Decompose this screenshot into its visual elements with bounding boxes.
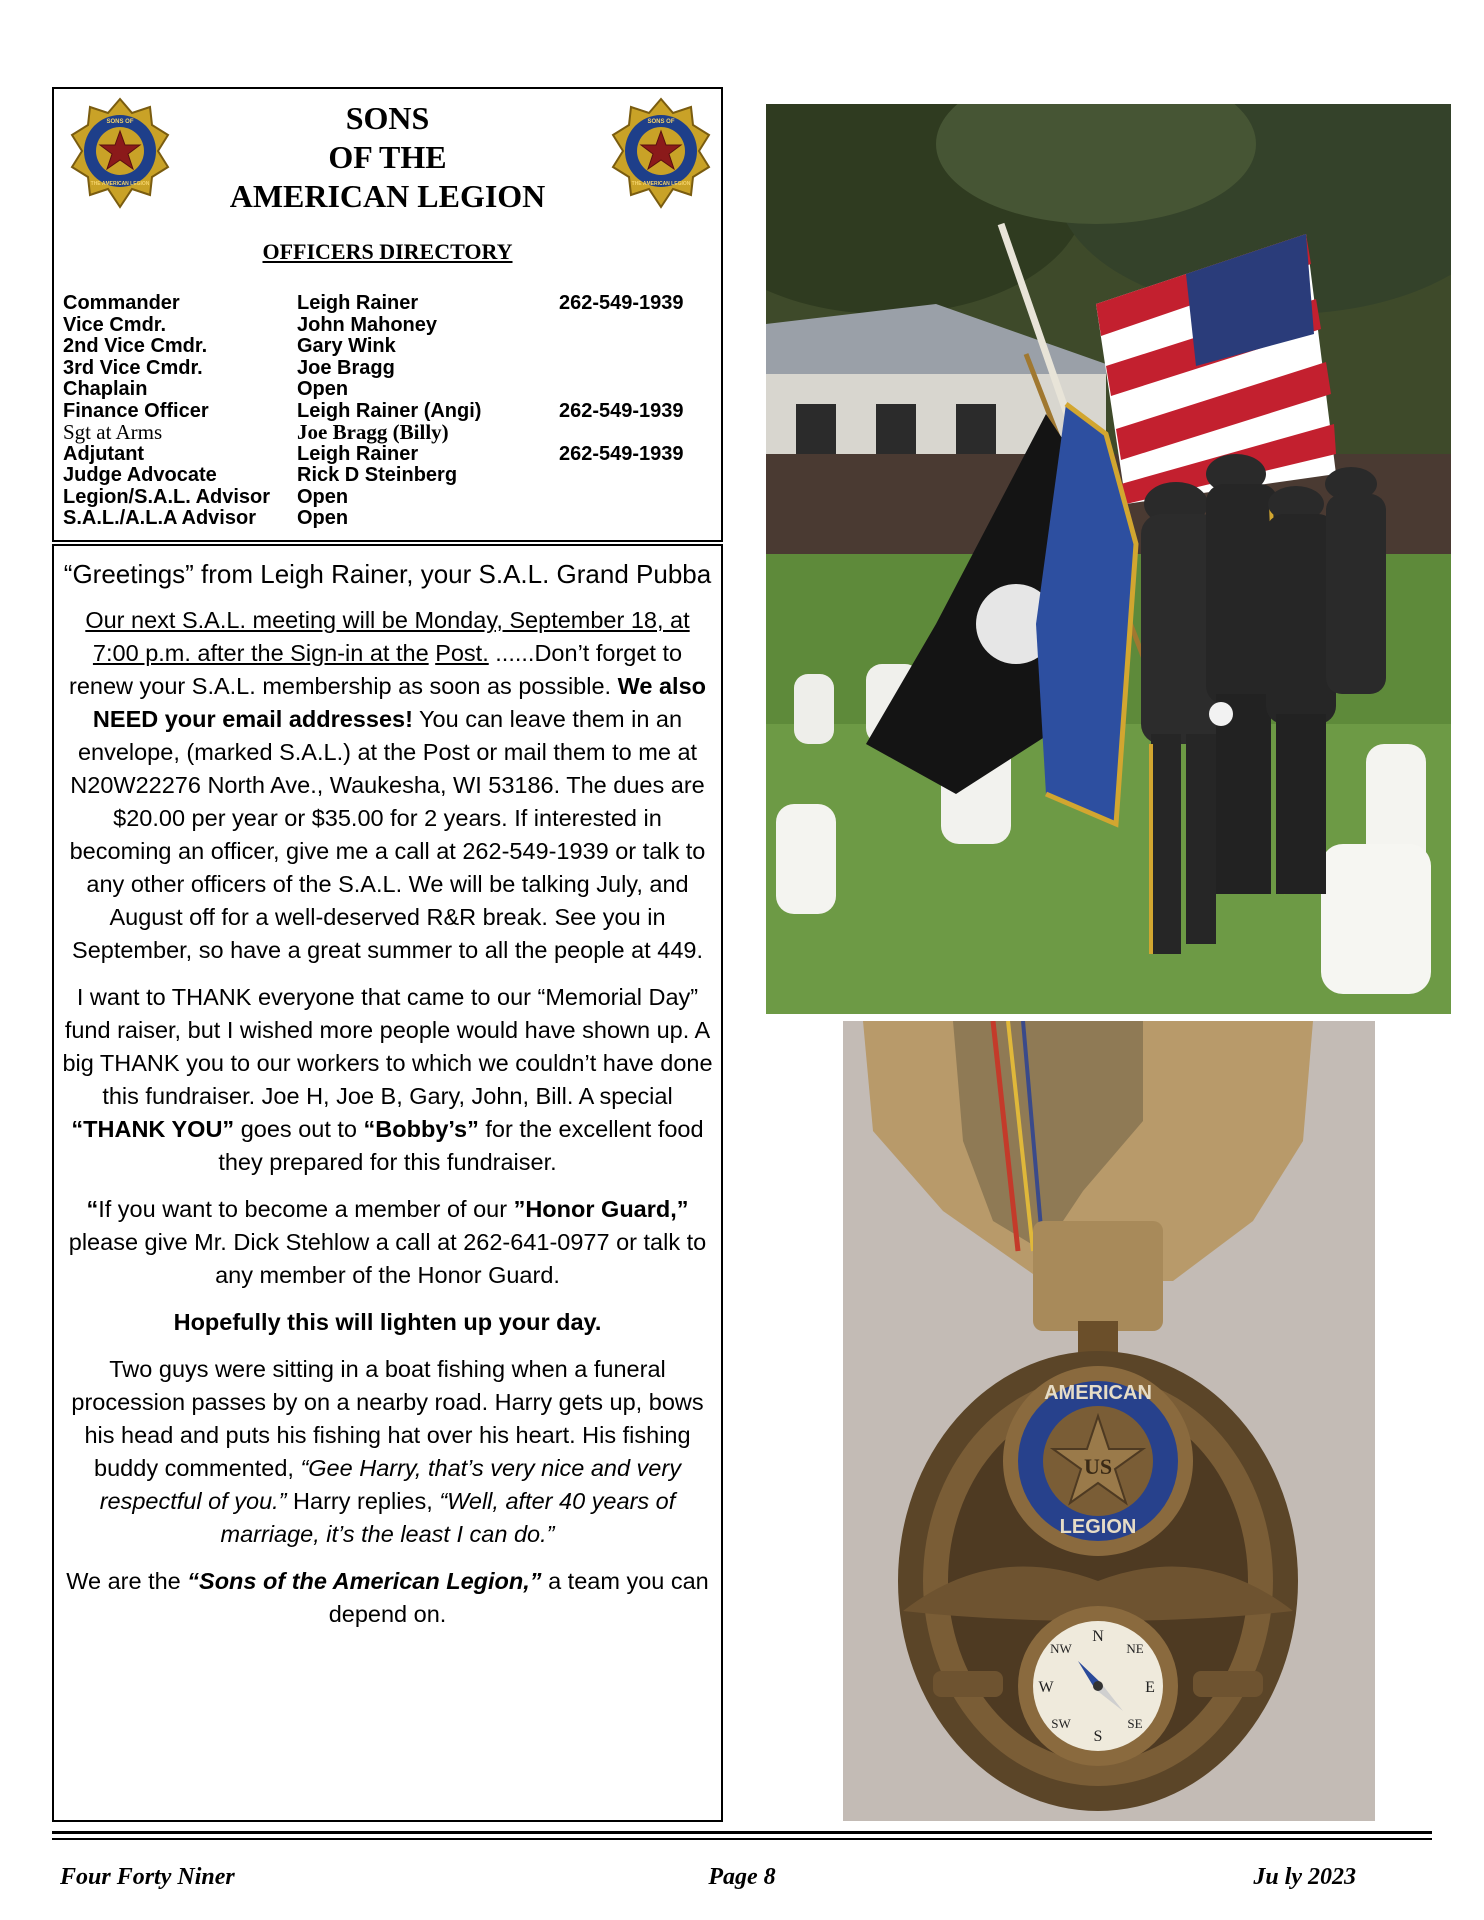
paragraph-text: for the excellent food they prepared for this fundraiser.	[218, 1116, 704, 1175]
newsletter-name: Four Forty Niner	[60, 1864, 235, 1890]
officer-name: Open	[297, 507, 349, 529]
officer-phone: 262-549-1939	[559, 292, 684, 314]
issue-date: Ju ly 2023	[1253, 1864, 1356, 1890]
officer-phone: 262-549-1939	[559, 399, 684, 422]
officer-name: Open	[297, 378, 349, 400]
honor-guard-paragraph	[62, 1193, 713, 1292]
officer-name: Gary Wink	[297, 335, 396, 357]
officer-title: Chaplain	[63, 378, 148, 400]
joke-punchline: “Well, after 40 years of marriage, it’s the least I can do.”	[220, 1488, 676, 1547]
svg-text:AMERICAN: AMERICAN	[1044, 1382, 1152, 1404]
greetings-article-box	[52, 544, 723, 1822]
svg-text:NE: NE	[1126, 1641, 1144, 1656]
officer-row	[63, 422, 713, 444]
svg-text:W: W	[1038, 1679, 1054, 1696]
paragraph-text: ......Don’t forget to renew your S.A.L. membership as soon as possible.	[69, 640, 683, 699]
color-guard-photo	[766, 104, 1451, 1014]
paragraph-text: please give Mr. Dick Stehlow a call at 262-641-0977 or talk to any member of the Honor Guard.	[68, 1229, 707, 1288]
officer-row	[63, 358, 713, 380]
american-legion-medal-photo	[843, 1021, 1375, 1821]
officer-row	[63, 465, 713, 487]
officer-name: John Mahoney	[297, 313, 438, 336]
paragraph-text: You can leave them in an envelope, (marked S.A.L.) at the Post or mail them to me at N20W22276 North Ave., Waukesha, WI 53186. The dues are $20.00 per year or $35.00 for 2 years. If interested in becoming an officer, give me a call at 262-549-1939 or talk to any other officers of the S.A.L. We will be talking July, and August off for a well-deserved R&R break. See you in September, so have a great summer to all the people at 449.	[69, 706, 706, 963]
officers-directory-box	[52, 87, 723, 542]
meeting-announcement: Our next S.A.L. meeting will be Monday, September 18, at 7:00 p.m. after the Sign-in at the	[85, 607, 690, 666]
officers-list	[63, 293, 713, 530]
paragraph-text: goes out to	[234, 1116, 364, 1142]
officer-row	[63, 293, 713, 315]
joke-paragraph	[62, 1353, 713, 1551]
joke-intro: Hopefully this will lighten up your day.	[173, 1309, 602, 1335]
officer-title: Sgt at Arms	[63, 420, 163, 444]
svg-text:THE AMERICAN LEGION: THE AMERICAN LEGION	[631, 181, 691, 187]
officers-directory-title: OFFICERS DIRECTORY	[262, 239, 513, 264]
officer-name: Joe Bragg (Billy)	[297, 420, 449, 444]
officer-title: Judge Advocate	[63, 464, 217, 486]
sal-emphasis: “Sons of the American Legion,”	[187, 1568, 542, 1594]
officer-row	[63, 508, 713, 530]
paragraph-text: I want to THANK everyone that came to our “Memorial Day” fund raiser, but I wished more people would have shown up. A big THANK you to our workers to which we couldn’t have done this fundraiser. Joe H, Joe B, Gary, John, Bill. A special	[62, 984, 713, 1109]
svg-text:LEGION: LEGION	[1059, 1516, 1137, 1538]
officer-row	[63, 379, 713, 401]
honor-guard-emphasis: ”Honor Guard,”	[513, 1196, 689, 1222]
post-text: Post.	[435, 640, 489, 666]
quote-mark: “	[86, 1196, 99, 1222]
greetings-article	[62, 556, 713, 1645]
officer-title: Commander	[63, 292, 180, 314]
sal-heading	[54, 99, 721, 216]
officer-title: Legion/S.A.L. Advisor	[63, 485, 271, 508]
paragraph-text: a team you can depend on.	[328, 1568, 709, 1627]
officer-title: S.A.L./A.L.A Advisor	[63, 507, 256, 529]
officer-title: Adjutant	[63, 442, 145, 465]
paragraph-text: Two guys were sitting in a boat fishing when a funeral procession passes by on a nearby road. Harry gets up, bows his head and puts his fishing hat over his heart. His fishing buddy commented,	[71, 1356, 704, 1481]
heading-line: SONS	[345, 100, 430, 136]
greetings-title: “Greetings” from Leigh Rainer, your S.A.L. Grand Pubba	[63, 559, 712, 589]
officer-name: Leigh Rainer	[297, 442, 419, 465]
footer-rule	[52, 1838, 1432, 1840]
footer-rule	[52, 1831, 1432, 1834]
heading-line: AMERICAN LEGION	[229, 178, 546, 214]
officer-name: Joe Bragg	[297, 356, 395, 379]
svg-text:SONS OF: SONS OF	[106, 119, 134, 125]
officer-row	[63, 444, 713, 466]
officer-title: 3rd Vice Cmdr.	[63, 356, 203, 379]
joke-quote: “Gee Harry, that’s very nice and very respectful of you.”	[99, 1455, 681, 1514]
paragraph-text: We are the	[66, 1568, 188, 1594]
officer-title: Vice Cmdr.	[63, 313, 167, 336]
officer-name: Open	[297, 485, 349, 508]
heading-line: OF THE	[328, 139, 447, 175]
svg-text:SONS OF: SONS OF	[647, 119, 675, 125]
page-number: Page 8	[708, 1864, 776, 1890]
officer-title: Finance Officer	[63, 399, 209, 422]
svg-text:S: S	[1093, 1728, 1103, 1745]
svg-text:SW: SW	[1051, 1716, 1071, 1731]
officer-title: 2nd Vice Cmdr.	[63, 335, 208, 357]
svg-text:THE AMERICAN LEGION: THE AMERICAN LEGION	[90, 181, 150, 187]
closing-paragraph	[62, 1565, 713, 1631]
officer-name: Leigh Rainer	[297, 292, 419, 314]
paragraph-text: If you want to become a member of our	[98, 1196, 514, 1222]
bobbys-emphasis: “Bobby’s”	[363, 1116, 479, 1142]
officer-row	[63, 336, 713, 358]
officer-name: Rick D Steinberg	[297, 464, 458, 486]
officer-row	[63, 401, 713, 423]
svg-text:US: US	[1083, 1454, 1113, 1479]
paragraph-text: Harry replies,	[286, 1488, 440, 1514]
email-request: We also NEED your email addresses!	[92, 673, 706, 732]
svg-text:E: E	[1145, 1679, 1155, 1696]
svg-text:N: N	[1092, 1628, 1104, 1645]
thank-you-emphasis: “THANK YOU”	[71, 1116, 235, 1142]
officer-row	[63, 315, 713, 337]
officer-row	[63, 487, 713, 509]
meeting-paragraph	[62, 604, 713, 967]
officer-phone: 262-549-1939	[559, 442, 684, 465]
officer-name: Leigh Rainer (Angi)	[297, 399, 482, 422]
thank-you-paragraph	[62, 981, 713, 1179]
svg-text:SE: SE	[1127, 1716, 1143, 1731]
svg-text:NW: NW	[1050, 1641, 1072, 1656]
